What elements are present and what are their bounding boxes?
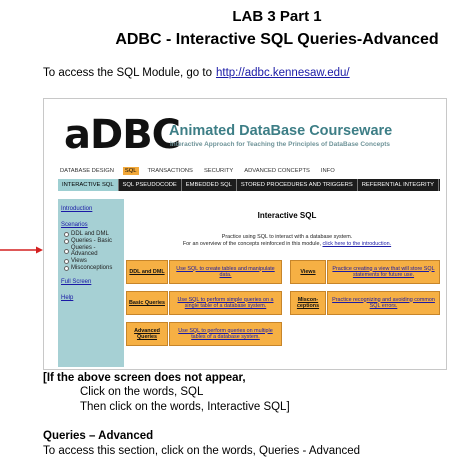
adbc-url-link[interactable]: http://adbc.kennesaw.edu/: [215, 67, 350, 79]
basic-queries-description[interactable]: Use SQL to perform simple queries on a single table of a database system.: [169, 291, 282, 315]
views-description[interactable]: Practice creating a view that will store SQL statements for future use.: [327, 260, 440, 284]
sidebar-full-screen-link[interactable]: Full Screen: [61, 279, 92, 285]
nav-transactions[interactable]: TRANSACTIONS: [147, 168, 193, 174]
radio-dot-icon: [64, 239, 69, 244]
misconceptions-description[interactable]: Practice recognizing and avoiding common SQL errors.: [327, 291, 440, 315]
radio-dot-icon: [64, 266, 69, 271]
note-line1: [If the above screen does not appear,: [43, 372, 246, 384]
basic-queries-button[interactable]: Basic Queries: [126, 291, 168, 315]
nav-sql[interactable]: SQL: [124, 168, 137, 174]
subnav-sql-pseudocode[interactable]: SQL PSEUDOCODE: [119, 179, 182, 191]
main-description: Practice using SQL to interact with a database system. For an overview of the concepts reinforced in this module, click here to the introduction.: [182, 234, 392, 247]
doc-title-line1: LAB 3 Part 1: [232, 8, 322, 25]
brand-subtitle: Interactive Approach for Teaching the Principles of DataBase Concepts: [170, 141, 390, 148]
main-title: Interactive SQL: [257, 211, 317, 220]
subnav-referential-integrity[interactable]: REFERENTIAL INTEGRITY: [358, 179, 439, 191]
ddl-dml-description[interactable]: Use SQL to create tables and manipulate data.: [169, 260, 282, 284]
sidebar-scenarios-link[interactable]: Scenarios: [61, 222, 88, 228]
radio-dot-icon: [64, 259, 69, 264]
adbc-logo: aDBC: [64, 112, 181, 158]
brand-title: Animated DataBase Courseware: [169, 123, 393, 139]
advanced-queries-description[interactable]: Use SQL to perform queries on multiple tables of a database system.: [169, 322, 282, 346]
radio-dot-icon: [64, 249, 69, 254]
advanced-queries-button[interactable]: Advanced Queries: [126, 322, 168, 346]
sidebar-introduction-link[interactable]: Introduction: [61, 206, 93, 212]
intro-line: [43, 67, 350, 79]
nav-info[interactable]: INFO: [320, 168, 335, 174]
radio-queries-basic[interactable]: Queries - Basic: [64, 238, 121, 244]
radio-queries-advanced[interactable]: Queries - Advanced: [64, 245, 121, 257]
radio-views[interactable]: Views: [64, 258, 121, 264]
top-nav: [58, 165, 337, 177]
intro-text: To access the SQL Module, go to: [43, 67, 212, 79]
nav-database-design[interactable]: DATABASE DESIGN: [60, 168, 114, 174]
note-line2: Click on the words, SQL: [80, 386, 204, 398]
radio-ddl-dml[interactable]: DDL and DML: [64, 231, 121, 237]
red-arrow-icon: [0, 246, 44, 254]
note-line3: Then click on the words, Interactive SQL]: [80, 401, 290, 413]
sidebar: [58, 199, 124, 367]
subnav-stored-procedures[interactable]: STORED PROCEDURES AND TRIGGERS: [237, 179, 358, 191]
subnav-interactive-sql[interactable]: INTERACTIVE SQL: [58, 179, 119, 191]
adbc-screenshot: [43, 98, 447, 370]
intro-overview-link[interactable]: click here to the introduction.: [322, 241, 392, 247]
misconceptions-button[interactable]: Miscon-ceptions: [290, 291, 326, 315]
section-heading: Queries – Advanced: [43, 430, 154, 442]
ddl-dml-button[interactable]: DDL and DML: [126, 260, 168, 284]
nav-security[interactable]: SECURITY: [203, 168, 234, 174]
radio-misconceptions[interactable]: Misconceptions: [64, 265, 121, 271]
sidebar-help-link[interactable]: Help: [61, 295, 74, 301]
radio-dot-icon: [64, 232, 69, 237]
sub-nav: [58, 179, 440, 191]
subnav-embedded-sql[interactable]: EMBEDDED SQL: [182, 179, 237, 191]
nav-advanced-concepts[interactable]: ADVANCED CONCEPTS: [244, 168, 310, 174]
section-text: To access this section, click on the words, Queries - Advanced: [43, 445, 361, 457]
doc-title-line2: ADBC - Interactive SQL Queries-Advanced: [115, 31, 439, 48]
views-button[interactable]: Views: [290, 260, 326, 284]
